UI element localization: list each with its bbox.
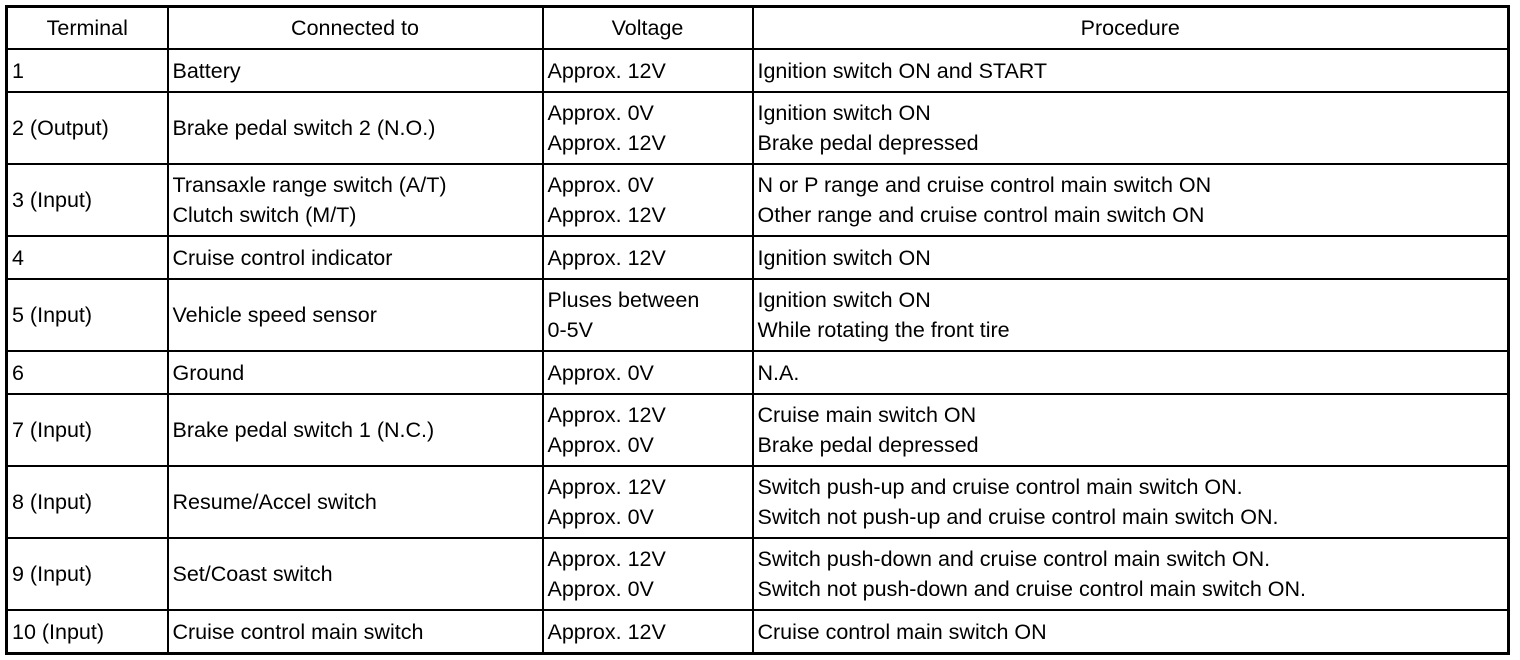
cell-line: Ignition switch ON <box>757 245 931 270</box>
cell-line: Vehicle speed sensor <box>172 303 377 327</box>
cell-line: N or P range and cruise control main switch ON <box>757 173 1212 197</box>
connected-to-cell <box>168 538 543 610</box>
header-procedure: Procedure <box>753 7 1509 50</box>
procedure-cell <box>753 610 1509 654</box>
cell-line: Cruise control main switch ON <box>757 619 1047 644</box>
terminal-voltage-table <box>5 5 1510 655</box>
cell-line: Other range and cruise control main switch ON <box>757 203 1205 227</box>
cell-line: Approx. 12V <box>547 619 666 644</box>
terminal-cell: 5 (Input) <box>7 279 168 351</box>
cell-line: Brake pedal switch 2 (N.O.) <box>172 116 436 140</box>
procedure-cell <box>753 49 1509 92</box>
terminal-cell: 4 <box>7 236 168 279</box>
cell-line: Ignition switch ON <box>757 101 931 125</box>
cell-line: Cruise main switch ON <box>757 403 977 427</box>
terminal-cell: 1 <box>7 49 168 92</box>
cell-line: Approx. 0V <box>547 505 654 529</box>
cell-line: Switch push-down and cruise control main switch ON. <box>757 547 1271 571</box>
cell-line: Approx. 12V <box>547 245 666 270</box>
cell-line: Approx. 0V <box>547 173 654 197</box>
voltage-cell <box>543 236 753 279</box>
cell-line: Resume/Accel switch <box>172 490 377 514</box>
cell-line: Set/Coast switch <box>172 562 333 586</box>
connected-to-cell <box>168 466 543 538</box>
voltage-cell <box>543 538 753 610</box>
terminal-cell: 6 <box>7 351 168 394</box>
procedure-cell <box>753 351 1509 394</box>
header-connected-to: Connected to <box>168 7 543 50</box>
terminal-cell: 2 (Output) <box>7 92 168 164</box>
terminal-table-container <box>5 5 1510 655</box>
procedure-cell <box>753 279 1509 351</box>
cell-line: Approx. 0V <box>547 577 654 601</box>
cell-line: Cruise control main switch <box>172 619 424 644</box>
connected-to-cell <box>168 92 543 164</box>
cell-line: While rotating the front tire <box>757 318 1010 342</box>
voltage-cell <box>543 466 753 538</box>
voltage-cell <box>543 394 753 466</box>
table-row <box>7 610 1509 654</box>
connected-to-cell <box>168 49 543 92</box>
procedure-cell <box>753 466 1509 538</box>
cell-line: Approx. 12V <box>547 547 666 571</box>
voltage-cell <box>543 49 753 92</box>
cell-line: Ignition switch ON <box>757 288 931 312</box>
terminal-cell: 9 (Input) <box>7 538 168 610</box>
cell-line: Approx. 12V <box>547 131 666 155</box>
table-row <box>7 49 1509 92</box>
table-header-row <box>7 7 1509 50</box>
table-row <box>7 538 1509 610</box>
cell-line: Approx. 0V <box>547 360 654 385</box>
cell-line: Pluses between <box>547 288 700 312</box>
voltage-cell <box>543 164 753 236</box>
cell-line: Switch not push-up and cruise control main switch ON. <box>757 505 1279 529</box>
cell-line: N.A. <box>757 360 800 385</box>
table-row <box>7 394 1509 466</box>
cell-line: Cruise control indicator <box>172 245 393 270</box>
table-row <box>7 236 1509 279</box>
procedure-cell <box>753 236 1509 279</box>
cell-line: Switch not push-down and cruise control main switch ON. <box>757 577 1306 601</box>
table-row <box>7 351 1509 394</box>
cell-line: Approx. 0V <box>547 101 654 125</box>
terminal-cell: 8 (Input) <box>7 466 168 538</box>
terminal-cell: 3 (Input) <box>7 164 168 236</box>
procedure-cell <box>753 394 1509 466</box>
procedure-cell <box>753 538 1509 610</box>
cell-line: Approx. 12V <box>547 403 666 427</box>
cell-line: Approx. 12V <box>547 58 666 83</box>
voltage-cell <box>543 610 753 654</box>
table-row <box>7 164 1509 236</box>
connected-to-cell <box>168 164 543 236</box>
cell-line: Brake pedal depressed <box>757 131 979 155</box>
cell-line: 0-5V <box>547 318 593 342</box>
table-row <box>7 279 1509 351</box>
cell-line: Clutch switch (M/T) <box>172 203 357 227</box>
cell-line: Approx. 0V <box>547 433 654 457</box>
cell-line: Brake pedal switch 1 (N.C.) <box>172 418 435 442</box>
cell-line: Ground <box>172 360 245 385</box>
cell-line: Switch push-up and cruise control main switch ON. <box>757 475 1243 499</box>
procedure-cell <box>753 92 1509 164</box>
cell-line: Ignition switch ON and START <box>757 58 1048 83</box>
cell-line: Brake pedal depressed <box>757 433 979 457</box>
cell-line: Approx. 12V <box>547 203 666 227</box>
cell-line: Battery <box>172 58 241 83</box>
terminal-cell: 10 (Input) <box>7 610 168 654</box>
table-row <box>7 92 1509 164</box>
cell-line: Transaxle range switch (A/T) <box>172 173 447 197</box>
connected-to-cell <box>168 279 543 351</box>
voltage-cell <box>543 279 753 351</box>
cell-line: Approx. 12V <box>547 475 666 499</box>
voltage-cell <box>543 351 753 394</box>
table-row <box>7 466 1509 538</box>
connected-to-cell <box>168 236 543 279</box>
connected-to-cell <box>168 351 543 394</box>
voltage-cell <box>543 92 753 164</box>
terminal-cell: 7 (Input) <box>7 394 168 466</box>
header-terminal: Terminal <box>7 7 168 50</box>
connected-to-cell <box>168 610 543 654</box>
procedure-cell <box>753 164 1509 236</box>
connected-to-cell <box>168 394 543 466</box>
header-voltage: Voltage <box>543 7 753 50</box>
